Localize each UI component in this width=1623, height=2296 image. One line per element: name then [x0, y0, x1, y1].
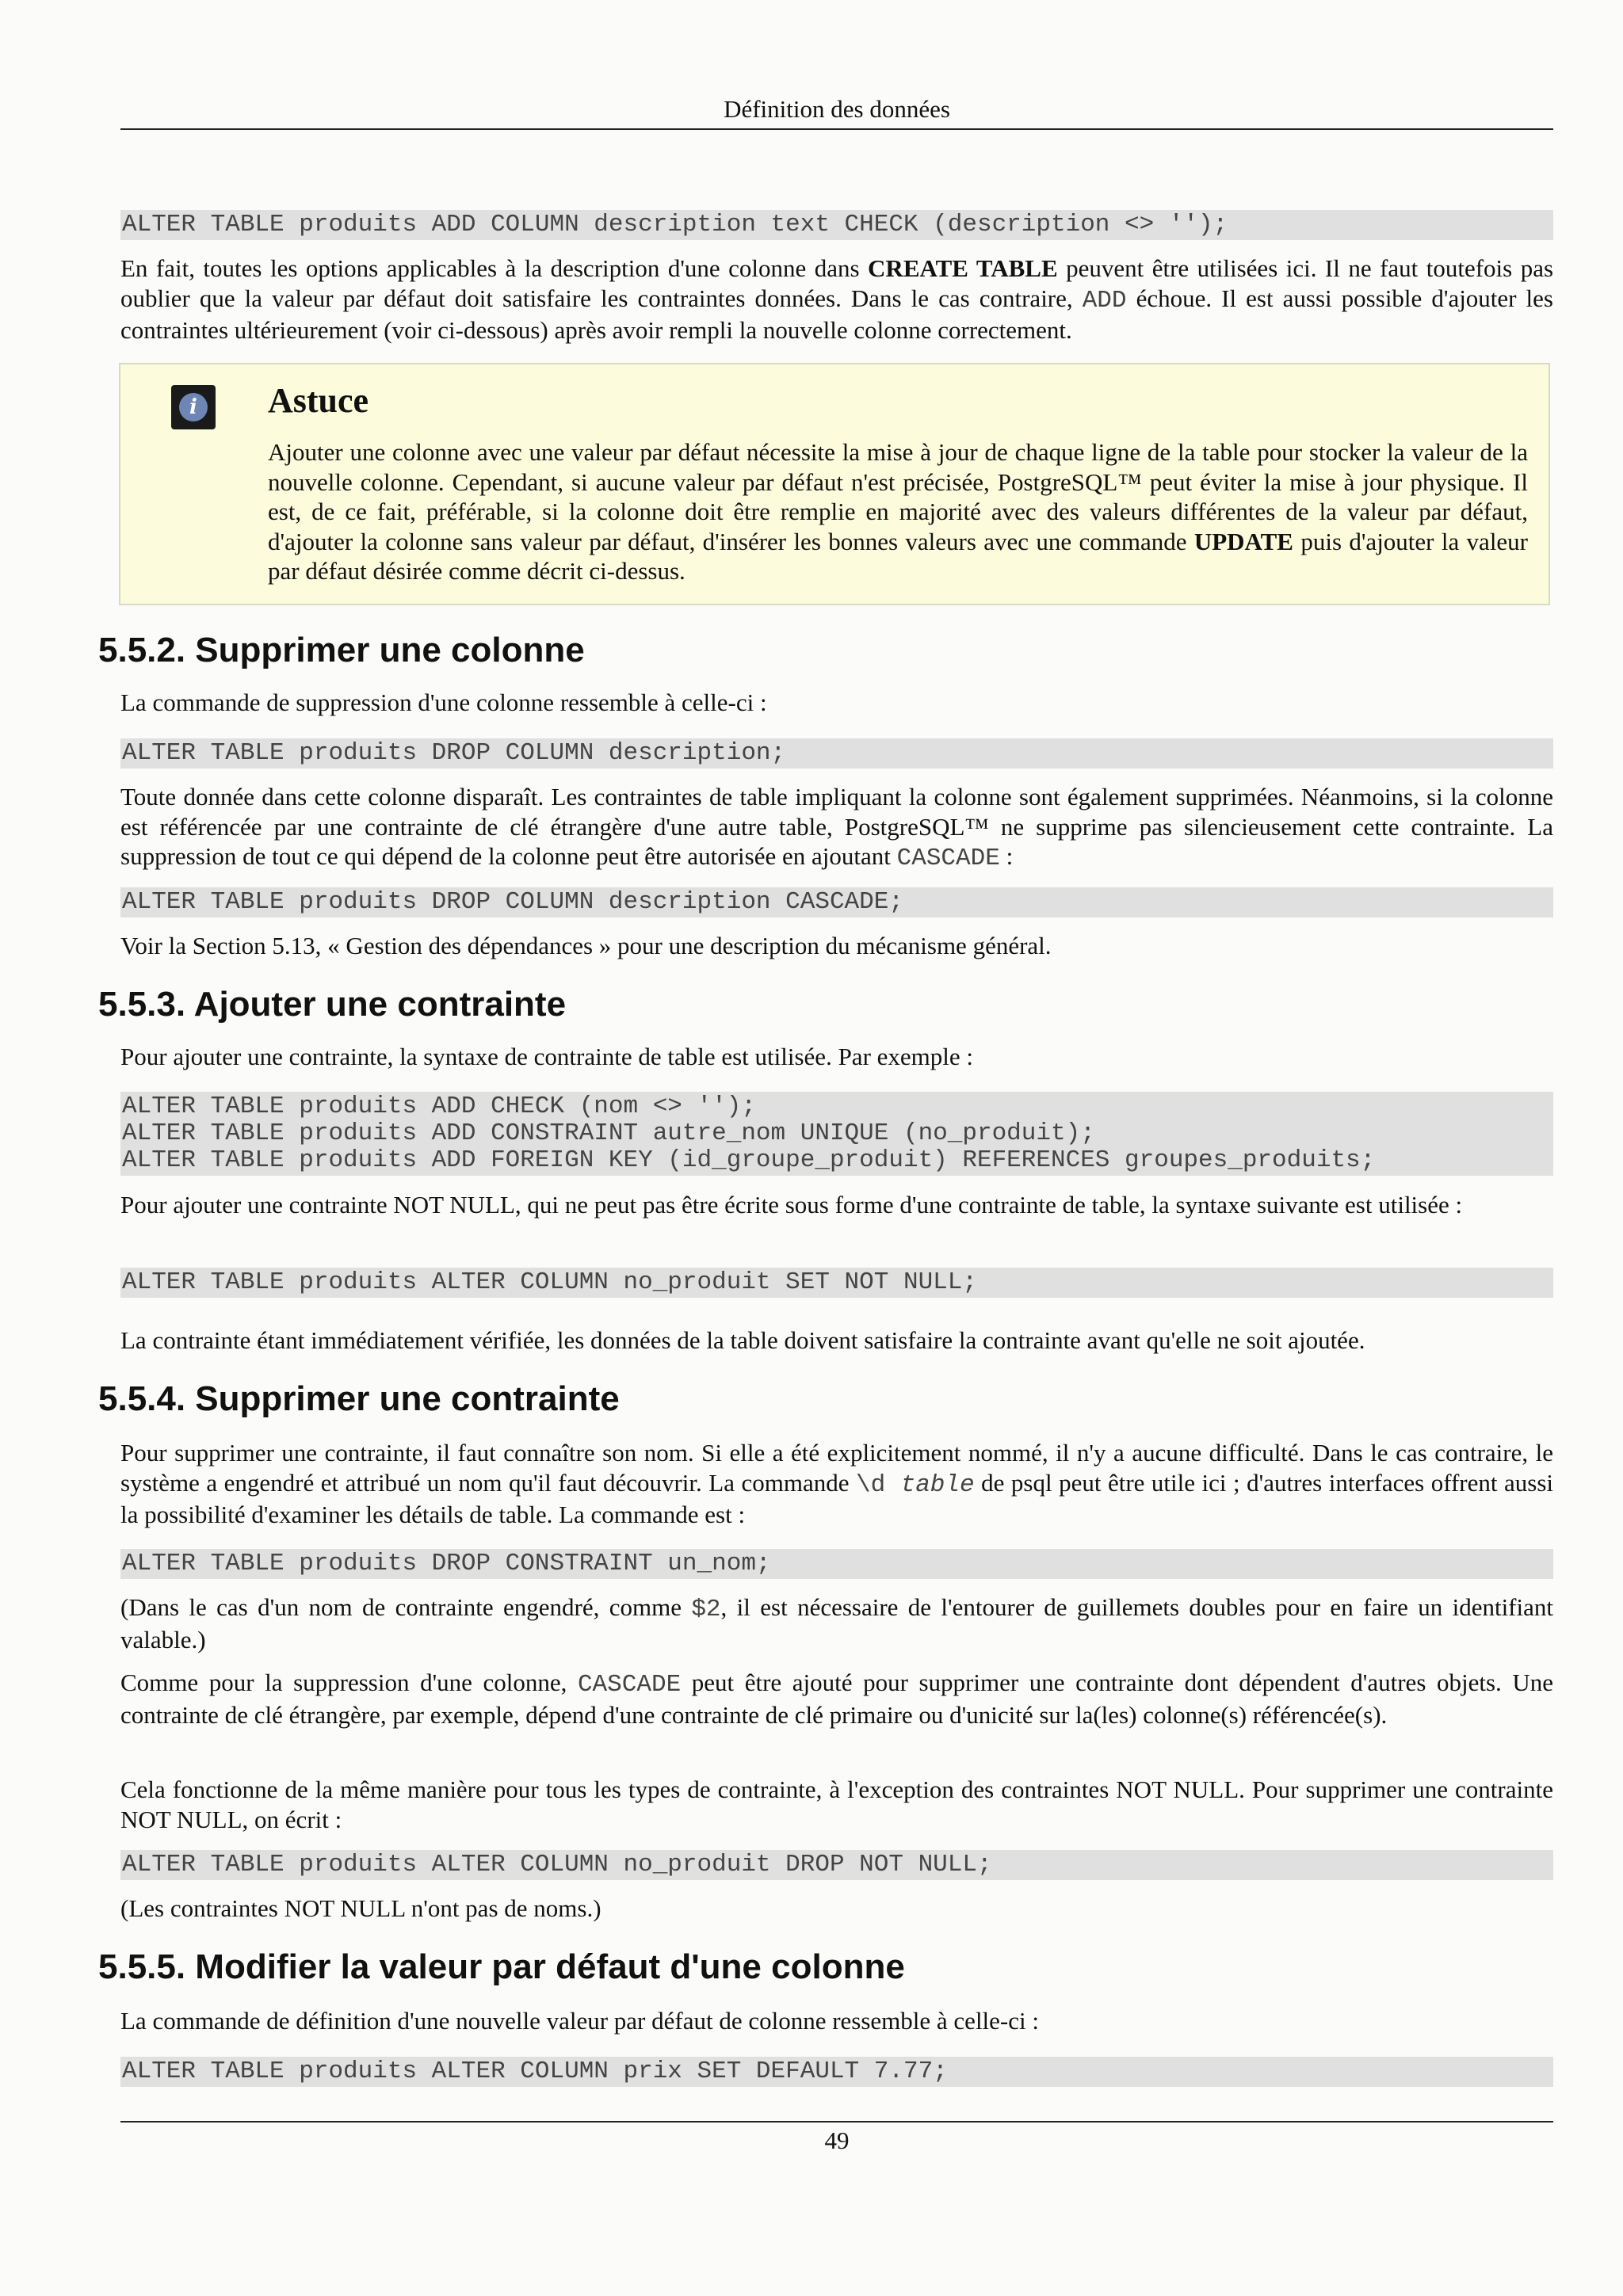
- code-add-constraints: ALTER TABLE produits ADD CHECK (nom <> ''); ALTER TABLE produits ADD CONSTRAINT autre_nom UNIQUE (no_produit); ALTER TABLE produits ADD FOREIGN KEY (id_groupe_produit) REFERENCES groupes_produits;: [120, 1092, 1553, 1176]
- text-run: Toute donnée dans cette colonne disparaît. Les contraintes de table impliquant la colonne sont également supprimées. Néanmoins, si la colonne est référencée par une contrainte de clé étrangère d'une autre table, PostgreSQL™ ne supprime pas silencieusement cette contrainte. La suppression de tout ce qui dépend de la colonne peut être autorisée en ajoutant: [120, 783, 1553, 870]
- heading-5-5-5: 5.5.5. Modifier la valeur par défaut d'une colonne: [98, 1947, 905, 1986]
- tip-text: [268, 437, 1528, 586]
- paragraph-drop-details: [120, 782, 1553, 874]
- running-header: Définition des données: [724, 95, 950, 123]
- code-block-set-default: [120, 2057, 1553, 2087]
- code-set-default: ALTER TABLE produits ALTER COLUMN prix SET DEFAULT 7.77;: [120, 2057, 1553, 2087]
- footer-rule: [120, 2121, 1553, 2122]
- command-update: UPDATE: [1193, 527, 1293, 555]
- paragraph-cascade-constraint: [120, 1668, 1553, 1730]
- inline-code-dollar-2: $2: [691, 1596, 721, 1623]
- paragraph-set-default-text: La commande de définition d'une nouvelle valeur par défaut de colonne ressemble à celle-ci :: [120, 2007, 1039, 2035]
- code-block-drop-not-null: [120, 1850, 1553, 1880]
- code-set-not-null: ALTER TABLE produits ALTER COLUMN no_produit SET NOT NULL;: [120, 1268, 1553, 1298]
- paragraph-drop-details-text: [120, 782, 1553, 874]
- paragraph-add-constraint: [120, 1042, 1553, 1072]
- paragraph-not-null-text: Pour ajouter une contrainte NOT NULL, qui ne peut pas être écrite sous forme d'une contrainte de table, la syntaxe suivante est utilisée :: [120, 1191, 1463, 1219]
- code-block-drop-column: [120, 738, 1553, 769]
- command-create-table: CREATE TABLE: [868, 254, 1058, 282]
- text-run: En fait, toutes les options applicables à la description d'une colonne dans: [120, 254, 869, 282]
- paragraph-see-section-text: Voir la Section 5.13, « Gestion des dépendances » pour une description du mécanisme général.: [120, 932, 1052, 959]
- paragraph-verified-text: La contrainte étant immédiatement vérifiée, les données de la table doivent satisfaire la contrainte avant qu'elle ne soit ajoutée.: [120, 1326, 1365, 1354]
- header-rule: [120, 128, 1553, 130]
- text-run: , il est nécessaire de l'entourer de guillemets doubles pour en faire un identifiant valable.): [120, 1593, 1553, 1653]
- code-block-set-not-null: [120, 1268, 1553, 1298]
- code-drop-constraint: ALTER TABLE produits DROP CONSTRAINT un_nom;: [120, 1549, 1553, 1579]
- paragraph-generated-name: [120, 1592, 1553, 1654]
- text-run: (Dans le cas d'un nom de contrainte engendré, comme: [120, 1593, 692, 1621]
- paragraph-generated-name-text: [120, 1592, 1553, 1654]
- paragraph-set-default: [120, 2006, 1553, 2036]
- page-number: 49: [824, 2126, 850, 2154]
- info-icon: i: [171, 385, 216, 429]
- code-block-drop-cascade: [120, 887, 1553, 917]
- text-run: table: [900, 1470, 975, 1499]
- text-run: :: [999, 842, 1014, 870]
- text-run: échoue. Il est aussi possible d'ajouter les contraintes ultérieurement (voir ci-dessous) après avoir rempli la nouvelle colonne correctement.: [120, 284, 1553, 344]
- heading-5-5-3: 5.5.3. Ajouter une contrainte: [98, 985, 567, 1024]
- paragraph-not-null-drop: [120, 1775, 1553, 1834]
- text-run: Ajouter une colonne avec une valeur par défaut nécessite la mise à jour de chaque ligne de la table pour stocker la valeur de la nouvelle colonne. Cependant, si aucune valeur par défaut n'est précisée, PostgreSQL™ peut éviter la mise à jour physique. Il est, de ce fait, préférable, si la colonne doit être remplie en majorité avec des valeurs différentes de la valeur par défaut, d'ajouter la colonne sans valeur par défaut, d'insérer les bonnes valeurs avec une commande: [268, 438, 1528, 555]
- paragraph-add-constraint-text: Pour ajouter une contrainte, la syntaxe de contrainte de table est utilisée. Par exemple :: [120, 1043, 974, 1070]
- paragraph-options-text: [120, 254, 1553, 345]
- text-run: Pour supprimer une contrainte, il faut connaître son nom. Si elle a été explicitement nommé, il n'y a aucune difficulté. Dans le cas contraire, le système a engendré et attribué un nom qu'il faut découvrir. La commande: [120, 1439, 1553, 1497]
- inline-code-cascade: CASCADE: [577, 1671, 682, 1699]
- paragraph-no-names: [120, 1894, 1553, 1924]
- heading-5-5-2: 5.5.2. Supprimer une colonne: [98, 631, 585, 669]
- paragraph-not-null: [120, 1190, 1553, 1220]
- paragraph-see-section: [120, 931, 1553, 961]
- code-block-add-column: [120, 210, 1553, 240]
- inline-code-add: ADD: [1082, 286, 1127, 315]
- text-run: Comme pour la suppression d'une colonne,: [120, 1669, 578, 1696]
- inline-code-psql-d: [856, 1471, 975, 1499]
- paragraph-drop-constraint: [120, 1438, 1553, 1530]
- code-drop-cascade: ALTER TABLE produits DROP COLUMN description CASCADE;: [120, 887, 1553, 917]
- heading-5-5-4: 5.5.4. Supprimer une contrainte: [98, 1379, 620, 1418]
- paragraph-drop-constraint-text: [120, 1438, 1553, 1530]
- paragraph-drop-intro: [120, 688, 1553, 718]
- text-run: peuvent être utilisées ici. Il ne faut toutefois pas oublier que la valeur par défaut doit satisfaire les contraintes données. Dans le cas contraire,: [120, 254, 1554, 312]
- tip-box: [119, 363, 1550, 605]
- text-run: peut être ajouté pour supprimer une contrainte dont dépendent d'autres objets. Une contrainte de clé étrangère, par exemple, dépend d'une contrainte de clé primaire ou d'unicité sur la(les) colonne(s) référencée(s).: [120, 1669, 1553, 1729]
- paragraph-not-null-drop-text: Cela fonctionne de la même manière pour tous les types de contrainte, à l'exception des contraintes NOT NULL. Pour supprimer une contrainte NOT NULL, on écrit :: [120, 1775, 1553, 1833]
- code-block-drop-constraint: [120, 1549, 1553, 1579]
- paragraph-drop-intro-text: La commande de suppression d'une colonne ressemble à celle-ci :: [120, 688, 767, 716]
- code-drop-column: ALTER TABLE produits DROP COLUMN description;: [120, 738, 1553, 769]
- code-block-add-constraints: [120, 1092, 1553, 1176]
- paragraph-no-names-text: (Les contraintes NOT NULL n'ont pas de noms.): [120, 1894, 601, 1922]
- inline-code-cascade: CASCADE: [896, 845, 1000, 872]
- paragraph-cascade-constraint-text: [120, 1668, 1553, 1730]
- tip-title: Astuce: [268, 381, 369, 420]
- code-drop-not-null: ALTER TABLE produits ALTER COLUMN no_produit DROP NOT NULL;: [120, 1850, 1553, 1880]
- paragraph-verified: [120, 1325, 1553, 1356]
- text-run: de psql peut être utile ici ; d'autres interfaces offrent aussi la possibilité d'examiner les détails de table. La commande est :: [120, 1468, 1554, 1528]
- paragraph-options: [120, 254, 1553, 345]
- text-run: \d: [856, 1470, 901, 1499]
- code-add-column: ALTER TABLE produits ADD COLUMN description text CHECK (description <> '');: [120, 210, 1553, 240]
- text-run: puis d'ajouter la valeur par défaut désirée comme décrit ci-dessus.: [268, 527, 1529, 585]
